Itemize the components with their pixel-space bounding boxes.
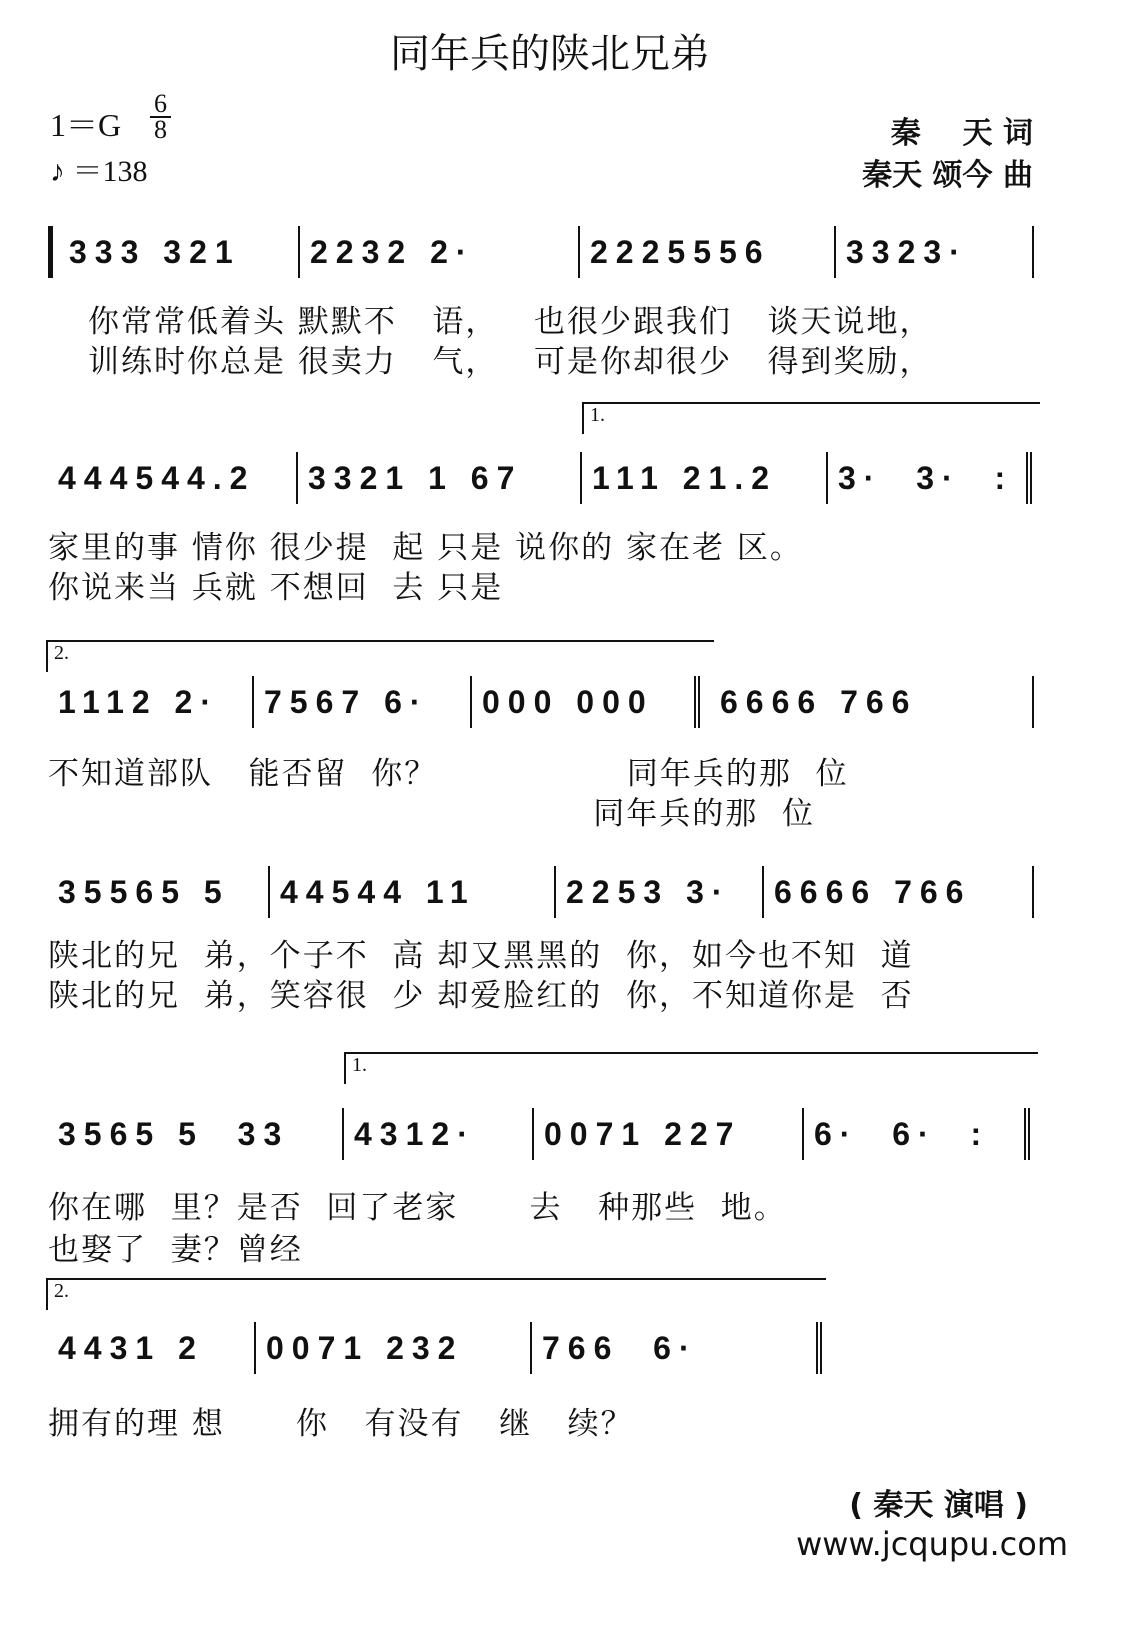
lyrics-verse-1: 陕北的兄 弟，个子不 高 却又黑黑的 你，如今也不知 道 — [48, 938, 914, 974]
time-top: 6 — [150, 92, 171, 118]
performer-credit: ( 秦天 演唱 ) — [849, 1488, 1028, 1523]
measure: 3321 1 67 — [298, 452, 582, 504]
key-signature: 1＝G — [50, 107, 122, 143]
lyrics-verse-1: 你常常低着头 默默不 语， 也很少跟我们 谈天说地， — [88, 304, 933, 340]
lyricist-credit: 秦 天 词 — [890, 116, 1033, 151]
measure: 6· 6· : — [804, 1108, 1030, 1160]
lyrics-verse-2: 陕北的兄 弟，笑容很 少 却爱脸红的 你，不知道你是 否 — [48, 978, 914, 1014]
lyrics-verse-1: 你在哪 里？是否 回了老家 去 种那些 地。 — [48, 1190, 787, 1226]
lyrics-verse-2: 同年兵的那 位 — [48, 796, 815, 832]
measure: 3323· — [836, 226, 1034, 278]
measure: 111 21.2 — [582, 452, 828, 504]
composer-credit: 秦天 颂今 曲 — [862, 158, 1033, 193]
measure: 2232 2· — [300, 226, 580, 278]
staff-row-1 — [48, 226, 1034, 278]
measure: 4431 2 — [48, 1322, 256, 1374]
tempo-marking: ♪ ＝138 — [50, 155, 148, 188]
time-bottom: 8 — [154, 115, 167, 144]
measure: 6666 766 — [764, 866, 1034, 918]
staff-row-2 — [48, 452, 1032, 504]
measure: 0071 232 — [256, 1322, 532, 1374]
measure: 333 321 — [48, 226, 300, 278]
lyrics-verse-1: 拥有的理 想 你 有没有 继 续？ — [48, 1406, 634, 1442]
volta-1: 1. — [582, 402, 1040, 434]
lyrics-verse-2: 也娶了 妻？曾经 — [48, 1232, 303, 1268]
staff-row-6 — [48, 1322, 822, 1374]
measure: 000 000 — [472, 676, 700, 728]
volta-2: 2. — [46, 1278, 826, 1310]
measure: 35565 5 — [48, 866, 270, 918]
lyrics-verse-1: 不知道部队 能否留 你？ 同年兵的那 位 — [48, 756, 849, 792]
measure: 0071 227 — [534, 1108, 804, 1160]
staff-row-5 — [48, 1108, 1030, 1160]
website-link[interactable]: www.jcqupu.com — [796, 1525, 1068, 1563]
volta-1: 1. — [344, 1052, 1038, 1084]
measure: 44544 11 — [270, 866, 556, 918]
measure: 3565 5 33 — [48, 1108, 344, 1160]
lyrics-verse-2: 你说来当 兵就 不想回 去 只是 — [48, 570, 504, 606]
measure: 444544.2 — [48, 452, 298, 504]
lyrics-verse-2: 训练时你总是 很卖力 气， 可是你却很少 得到奖励， — [88, 344, 933, 380]
staff-row-3 — [48, 676, 1034, 728]
staff-row-4 — [48, 866, 1034, 918]
measure: 3· 3· : — [828, 452, 1032, 504]
measure: 1112 2· — [48, 676, 254, 728]
song-title: 同年兵的陕北兄弟 — [390, 31, 710, 77]
lyrics-verse-1: 家里的事 情你 很少提 起 只是 说你的 家在老 区。 — [48, 530, 803, 566]
measure: 766 6· — [532, 1322, 822, 1374]
measure: 2253 3· — [556, 866, 764, 918]
measure: 2225556 — [580, 226, 836, 278]
measure: 6666 766 — [700, 676, 1034, 728]
volta-2: 2. — [46, 640, 714, 672]
measure: 7567 6· — [254, 676, 472, 728]
measure: 4312· — [344, 1108, 534, 1160]
time-signature — [150, 89, 171, 144]
